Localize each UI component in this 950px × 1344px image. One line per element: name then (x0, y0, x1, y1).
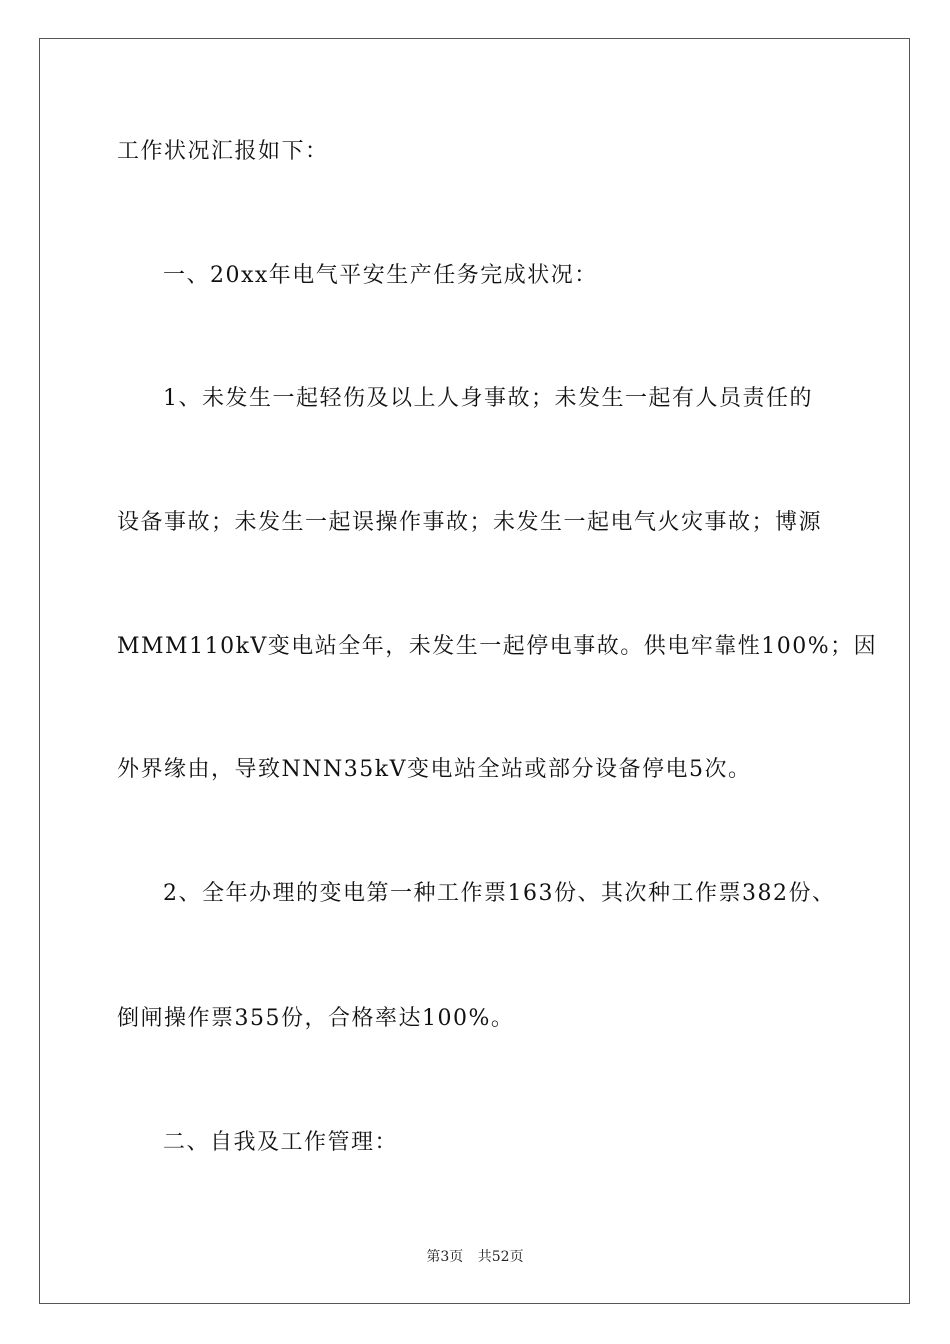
page-border (39, 38, 910, 1304)
page-footer (0, 1248, 950, 1266)
text-line-8: 倒闸操作票355份，合格率达100%。 (117, 1006, 515, 1031)
text-line-3: 1、未发生一起轻伤及以上人身事故；未发生一起有人员责任的 (163, 386, 813, 411)
page-total: 共52页 (477, 1249, 524, 1265)
page-number: 第3页 (426, 1249, 464, 1265)
text-line-5: MMM110kV变电站全年，未发生一起停电事故。供电牢靠性100%；因 (117, 634, 878, 659)
text-line-7: 2、全年办理的变电第一种工作票163份、其次种工作票382份、 (163, 881, 836, 906)
text-line-1: 工作状况汇报如下： (117, 139, 329, 164)
text-line-6: 外界缘由，导致NNN35kV变电站全站或部分设备停电5次。 (117, 757, 752, 782)
section-heading-2: 二、自我及工作管理： (163, 1130, 399, 1155)
text-line-4: 设备事故；未发生一起误操作事故；未发生一起电气火灾事故；博源 (117, 510, 823, 535)
section-heading-1: 一、20xx年电气平安生产任务完成状况： (163, 263, 598, 288)
